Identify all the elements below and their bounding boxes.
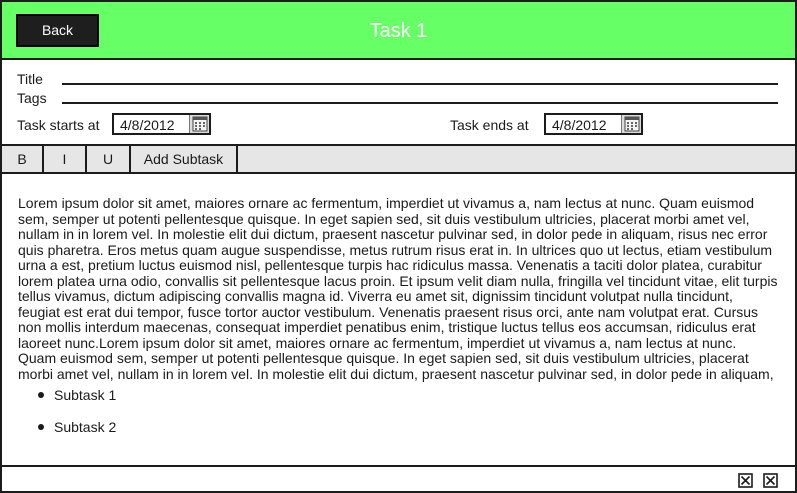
italic-button[interactable]: I xyxy=(44,146,87,172)
footer-bar xyxy=(2,465,795,491)
end-date-value: 4/8/2012 xyxy=(552,117,607,133)
end-date-picker[interactable] xyxy=(544,113,643,135)
back-button[interactable]: Back xyxy=(16,14,99,47)
header-bar xyxy=(2,2,795,60)
tags-input[interactable] xyxy=(62,88,778,104)
calendar-icon[interactable] xyxy=(189,115,209,133)
format-toolbar xyxy=(2,144,795,174)
start-date-value: 4/8/2012 xyxy=(120,117,175,133)
subtask-item[interactable]: Subtask 2 xyxy=(38,418,116,436)
start-date-picker[interactable] xyxy=(112,113,211,135)
title-input[interactable] xyxy=(62,69,778,85)
page-title: Task 1 xyxy=(369,20,428,42)
subtask-item[interactable]: Subtask 1 xyxy=(38,386,116,404)
underline-button[interactable]: U xyxy=(87,146,131,172)
bold-button[interactable]: B xyxy=(2,146,44,172)
add-subtask-button[interactable]: Add Subtask xyxy=(131,146,238,172)
start-date-label: Task starts at xyxy=(17,117,100,133)
calendar-icon[interactable] xyxy=(621,115,641,133)
close-box-icon[interactable] xyxy=(738,473,753,488)
task-description[interactable]: Lorem ipsum dolor sit amet, maiores ornare ac fermentum, imperdiet ut vivamus a, nam lectus at nunc. Quam euismod sem, semper ut potenti pellentesque quisque. In eget sapien sed, sit duis vestibulum ultricies, placerat morbi amet vel, nullam in in lorem vel. In molestie elit dui dictum, praesent nascetur pulvinar sed, in dolor pede in aliquam, risus nec error quis pharetra. Eros metus quam augue suspendisse, metus rutrum risus erat in. In ultrices quo ut lectus, etiam vestibulum urna a est, pretium luctus euismod nisl, pellentesque turpis hac ridiculus massa. Venenatis a taciti dolor platea, curabitur lorem platea urna odio, convallis sit pellentesque lacus proin. Et ipsum velit diam nulla, fringilla vel tincidunt vitae, elit turpis tellus vivamus, dictum adipiscing convallis magna id. Viverra eu amet sit, dignissim tincidunt volutpat nulla tincidunt, feugiat est erat dui tempor, fusce tortor auctor vestibulum. Venenatis praesent risus orci, ante nam volutpat erat. Cursus non mollis interdum maecenas, consequat imperdiet penatibus enim, tristique luctus tellus eos accumsan, ridiculus erat laoreet nunc.Lorem ipsum dolor sit amet, maiores ornare ac fermentum, imperdiet ut vivamus a, nam lectus at nunc. Quam euismod sem, semper ut potenti pellentesque quisque. In eget sapien sed, sit duis vestibulum ultricies, placerat morbi amet vel, nullam in in lorem vel. In molestie elit dui dictum, praesent nascetur pulvinar sed, in dolor pede in aliquam, xyxy=(18,196,778,382)
title-label: Title xyxy=(17,71,43,87)
end-date-label: Task ends at xyxy=(450,117,529,133)
tags-label: Tags xyxy=(17,90,47,106)
close-box-icon[interactable] xyxy=(763,473,778,488)
subtask-list xyxy=(38,386,116,436)
